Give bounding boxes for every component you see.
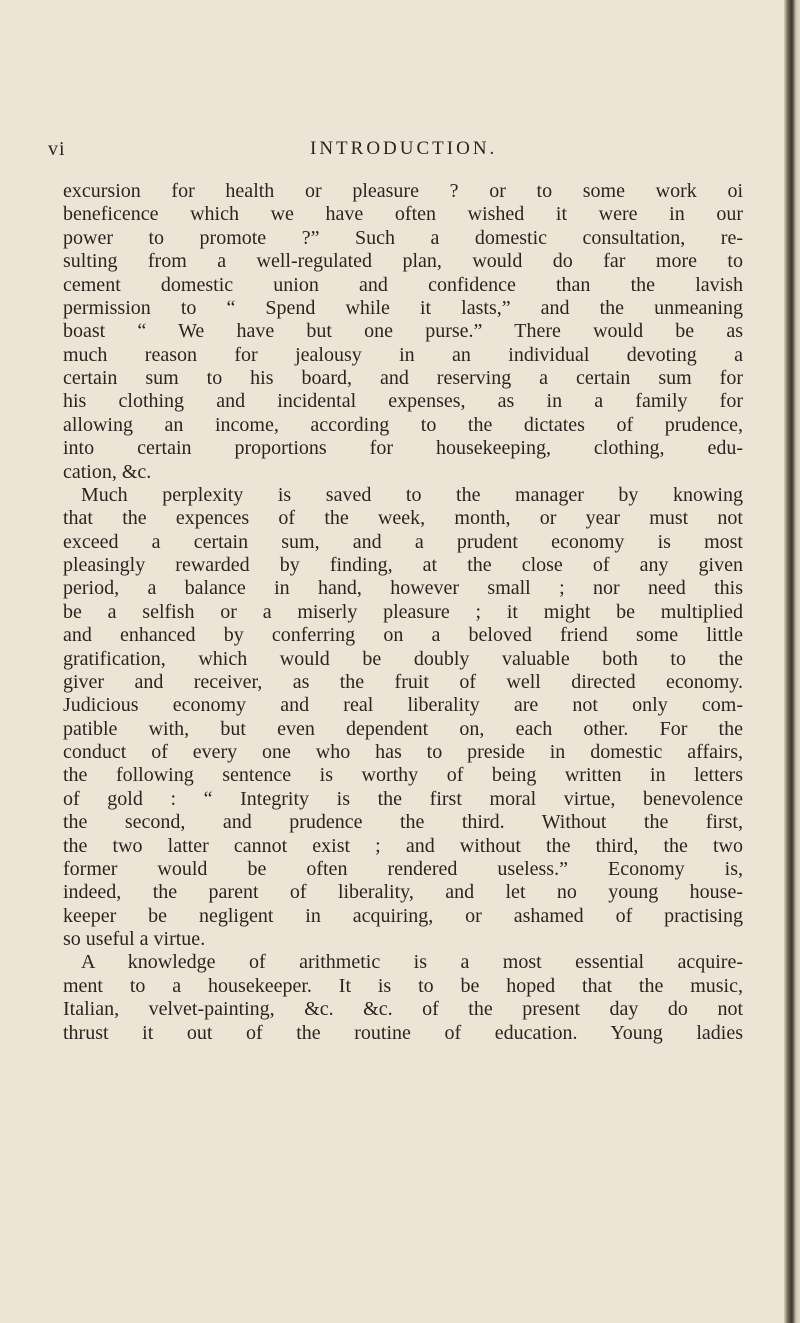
text-line: certain sum to his board, and reserving a certain sum for bbox=[63, 367, 743, 389]
paragraph-start: A knowledge of arithmetic is a most essential acquire- bbox=[81, 951, 743, 974]
page-number: vi bbox=[48, 138, 66, 160]
text-line: the following sentence is worthy of being written in letters bbox=[63, 764, 743, 787]
text-line: patible with, but even dependent on, each other. For the bbox=[63, 717, 743, 740]
text-line: the second, and prudence the third. Without the first, bbox=[63, 811, 743, 834]
text-line: his clothing and incidental expenses, as in a family for bbox=[63, 390, 743, 413]
body-text bbox=[63, 180, 743, 1045]
text-line: cement domestic union and confidence than the lavish bbox=[63, 273, 743, 296]
text-line: former would be often rendered useless.” Economy is, bbox=[63, 857, 743, 880]
text-line: the two latter cannot exist ; and without the third, the two bbox=[63, 834, 743, 857]
text-line: conduct of every one who has to preside in domestic affairs, bbox=[63, 741, 743, 763]
page-header bbox=[48, 138, 728, 168]
text-line: Judicious economy and real liberality are not only com- bbox=[63, 694, 743, 717]
running-head: INTRODUCTION. bbox=[310, 138, 498, 159]
text-line: of gold : “ Integrity is the first moral virtue, benevolence bbox=[63, 787, 743, 810]
text-line: that the expences of the week, month, or year must not bbox=[63, 507, 743, 530]
text-line: into certain proportions for housekeeping, clothing, edu- bbox=[63, 437, 743, 460]
text-line: giver and receiver, as the fruit of well directed economy. bbox=[63, 670, 743, 693]
paragraph-start: Much perplexity is saved to the manager by knowing bbox=[81, 483, 743, 506]
text-line: cation, &c. bbox=[63, 460, 152, 483]
text-line: permission to “ Spend while it lasts,” and the unmeaning bbox=[63, 296, 743, 319]
text-line: keeper be negligent in acquiring, or ashamed of practising bbox=[63, 904, 743, 927]
text-line: pleasingly rewarded by finding, at the close of any given bbox=[63, 554, 743, 576]
text-line: indeed, the parent of liberality, and let no young house- bbox=[63, 881, 743, 904]
text-line: boast “ We have but one purse.” There would be as bbox=[63, 320, 743, 343]
text-line: sulting from a well-regulated plan, would do far more to bbox=[63, 250, 743, 273]
book-spine-edge bbox=[784, 0, 800, 1323]
text-line: be a selfish or a miserly pleasure ; it might be multiplied bbox=[63, 600, 743, 623]
text-line: and enhanced by conferring on a beloved friend some little bbox=[63, 624, 743, 647]
text-line: allowing an income, according to the dictates of prudence, bbox=[63, 413, 743, 436]
text-line: power to promote ?” Such a domestic consultation, re- bbox=[63, 226, 743, 249]
text-line: so useful a virtue. bbox=[63, 928, 206, 950]
text-line: Italian, velvet-painting, &c. &c. of the present day do not bbox=[63, 998, 743, 1021]
text-line: thrust it out of the routine of education. Young ladies bbox=[63, 1021, 743, 1044]
text-line: excursion for health or pleasure ? or to some work oi bbox=[63, 180, 743, 202]
text-line: ment to a housekeeper. It is to be hoped that the music, bbox=[63, 974, 743, 997]
text-line: period, a balance in hand, however small ; nor need this bbox=[63, 577, 743, 600]
text-line: gratification, which would be doubly valuable both to the bbox=[63, 647, 743, 670]
text-line: exceed a certain sum, and a prudent economy is most bbox=[63, 530, 743, 553]
text-line: much reason for jealousy in an individual devoting a bbox=[63, 343, 743, 366]
text-line: beneficence which we have often wished it were in our bbox=[63, 203, 743, 226]
